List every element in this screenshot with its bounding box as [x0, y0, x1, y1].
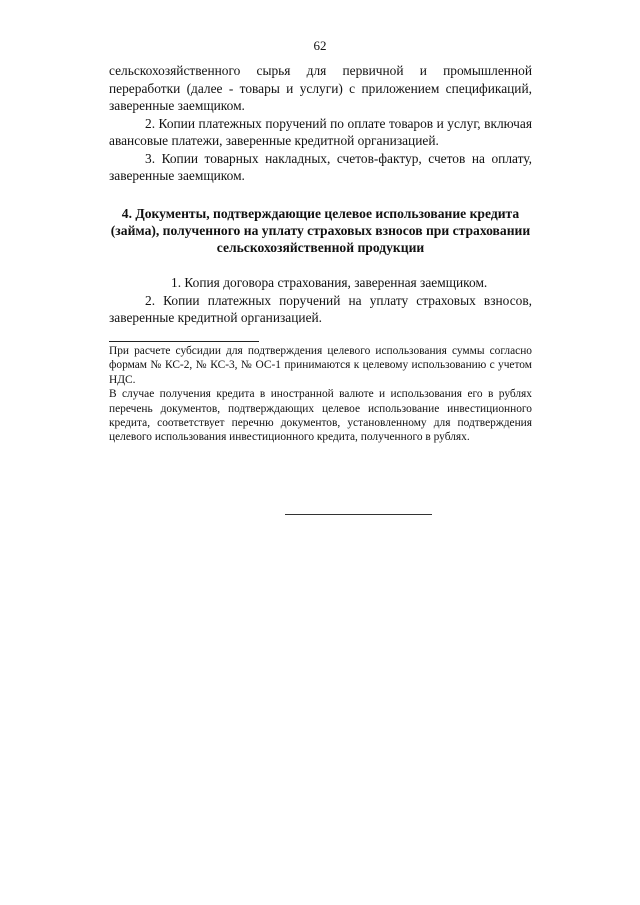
- section-4-title-line-1: 4. Документы, подтверждающие целевое использование кредита: [121, 206, 520, 221]
- intro-item-3: 3. Копии товарных накладных, счетов-фактур, счетов на оплату, заверенные заемщиком.: [109, 150, 532, 183]
- end-of-document-line: [285, 514, 432, 515]
- footnote-2: В случае получения кредита в иностранной валюте и использования его в рублях перечень документов, подтверждающих целевое использование инвестиционного кредита, соответствует перечню документов, установленному для подтверждения целевого использования инвестиционного кредита, полученного в рублях.: [109, 388, 532, 444]
- intro-continuation: сельскохозяйственного сырья для первичной и промышленной переработки (далее - товары и услуги) с приложением спецификаций, заверенные заемщиком.: [109, 63, 532, 113]
- section-4-heading: [109, 205, 532, 256]
- section-4-title-line-2: (займа), полученного на уплату страховых взносов при страховании: [110, 223, 531, 238]
- section-4-title-line-3: сельскохозяйственной продукции: [216, 240, 425, 255]
- section-4-item-2: 2. Копии платежных поручений на уплату страховых взносов, заверенные кредитной организацией.: [109, 292, 532, 325]
- intro-block: [109, 62, 532, 185]
- footnotes: [109, 344, 532, 445]
- section-4-item-1: 1. Копия договора страхования, заверенная заемщиком.: [171, 275, 488, 290]
- page-number: 62: [313, 38, 327, 53]
- intro-item-2: 2. Копии платежных поручений по оплате товаров и услуг, включая авансовые платежи, заверенные кредитной организацией.: [109, 115, 532, 148]
- footnote-1: При расчете субсидии для подтверждения целевого использования суммы согласно формам № КС-2, № КС-3, № ОС-1 принимаются к целевому использованию с учетом НДС.: [109, 345, 532, 386]
- section-4-list: [109, 274, 532, 327]
- footnote-separator: [109, 341, 259, 342]
